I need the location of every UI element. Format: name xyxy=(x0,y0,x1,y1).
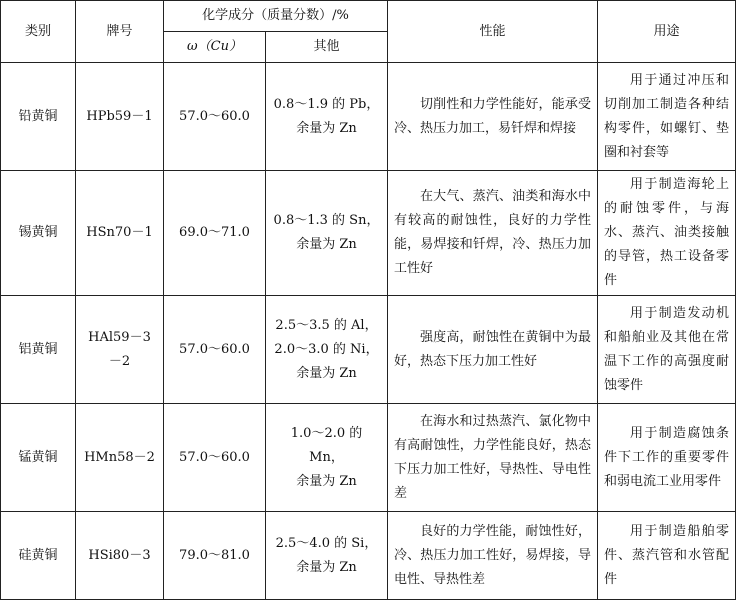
table-row xyxy=(1,296,736,404)
cell-other xyxy=(266,512,388,600)
cell-uses: 用于通过冲压和切削加工制造各种结构零件，如螺钉、垫圈和衬套等 xyxy=(598,63,736,171)
cell-cu: 57.0～60.0 xyxy=(164,63,266,171)
other-line: 0.8～1.9 的 Pb， xyxy=(273,96,380,112)
cell-other xyxy=(266,63,388,171)
cell-category: 锡黄铜 xyxy=(1,171,76,296)
cell-cu: 69.0～71.0 xyxy=(164,171,266,296)
cell-grade: HAl59－3－2 xyxy=(76,296,164,404)
other-line: 余量为 Zn xyxy=(296,473,357,489)
cell-other xyxy=(266,404,388,512)
cell-grade: HSi80－3 xyxy=(76,512,164,600)
other-line: 2.5～3.5 的 Al， xyxy=(275,317,378,333)
other-line: 余量为 Zn xyxy=(296,237,357,252)
other-line: 余量为 Zn xyxy=(296,365,357,381)
header-grade: 牌号 xyxy=(76,1,164,63)
other-line: 余量为 Zn xyxy=(296,120,357,136)
header-composition: 化学成分（质量分数）/% xyxy=(164,1,388,32)
cell-category: 铅黄铜 xyxy=(1,63,76,171)
header-category: 类别 xyxy=(1,1,76,63)
table-row xyxy=(1,404,736,512)
cell-cu: 79.0～81.0 xyxy=(164,512,266,600)
table-row xyxy=(1,512,736,600)
cell-properties: 良好的力学性能，耐蚀性好，冷、热压力加工性好，易焊接，导电性、导热性差 xyxy=(388,512,598,600)
cell-properties: 切削性和力学性能好，能承受冷、热压力加工，易钎焊和焊接 xyxy=(388,63,598,171)
header-properties: 性能 xyxy=(388,1,598,63)
cell-other xyxy=(266,296,388,404)
cell-grade: HMn58－2 xyxy=(76,404,164,512)
cell-grade: HSn70－1 xyxy=(76,171,164,296)
cell-grade: HPb59－1 xyxy=(76,63,164,171)
cell-properties: 强度高，耐蚀性在黄铜中为最好，热态下压力加工性好 xyxy=(388,296,598,404)
cell-category: 铝黄铜 xyxy=(1,296,76,404)
cell-category: 锰黄铜 xyxy=(1,404,76,512)
cell-uses: 用于制造海轮上的耐蚀零件，与海水、蒸汽、油类接触的导管，热工设备零件 xyxy=(598,171,736,296)
table-row xyxy=(1,63,736,171)
other-line: 1.0～2.0 的 Mn， xyxy=(290,425,363,465)
other-line: 余量为 Zn xyxy=(296,559,357,575)
cell-other xyxy=(266,171,388,296)
other-line: 2.0～3.0 的 Ni， xyxy=(274,341,379,357)
cell-uses: 用于制造腐蚀条件下工作的重要零件和弱电流工业用零件 xyxy=(598,404,736,512)
header-uses: 用途 xyxy=(598,1,736,63)
header-other: 其他 xyxy=(266,32,388,63)
other-line: 2.5～4.0 的 Si， xyxy=(275,535,378,551)
cell-properties: 在海水和过热蒸汽、氯化物中有高耐蚀性，力学性能良好，热态下压力加工性好，导热性、导电性差 xyxy=(388,404,598,512)
cell-cu: 57.0～60.0 xyxy=(164,404,266,512)
table-row xyxy=(1,171,736,296)
cell-uses: 用于制造发动机和船舶业及其他在常温下工作的高强度耐蚀零件 xyxy=(598,296,736,404)
cell-category: 硅黄铜 xyxy=(1,512,76,600)
cell-properties: 在大气、蒸汽、油类和海水中有较高的耐蚀性，良好的力学性能，易焊接和钎焊，冷、热压力加工性好 xyxy=(388,171,598,296)
header-cu: ω（Cu） xyxy=(164,32,266,63)
cell-uses: 用于制造船舶零件、蒸汽管和水管配件 xyxy=(598,512,736,600)
cell-cu: 57.0～60.0 xyxy=(164,296,266,404)
other-line: 0.8～1.3 的 Sn， xyxy=(273,213,380,228)
